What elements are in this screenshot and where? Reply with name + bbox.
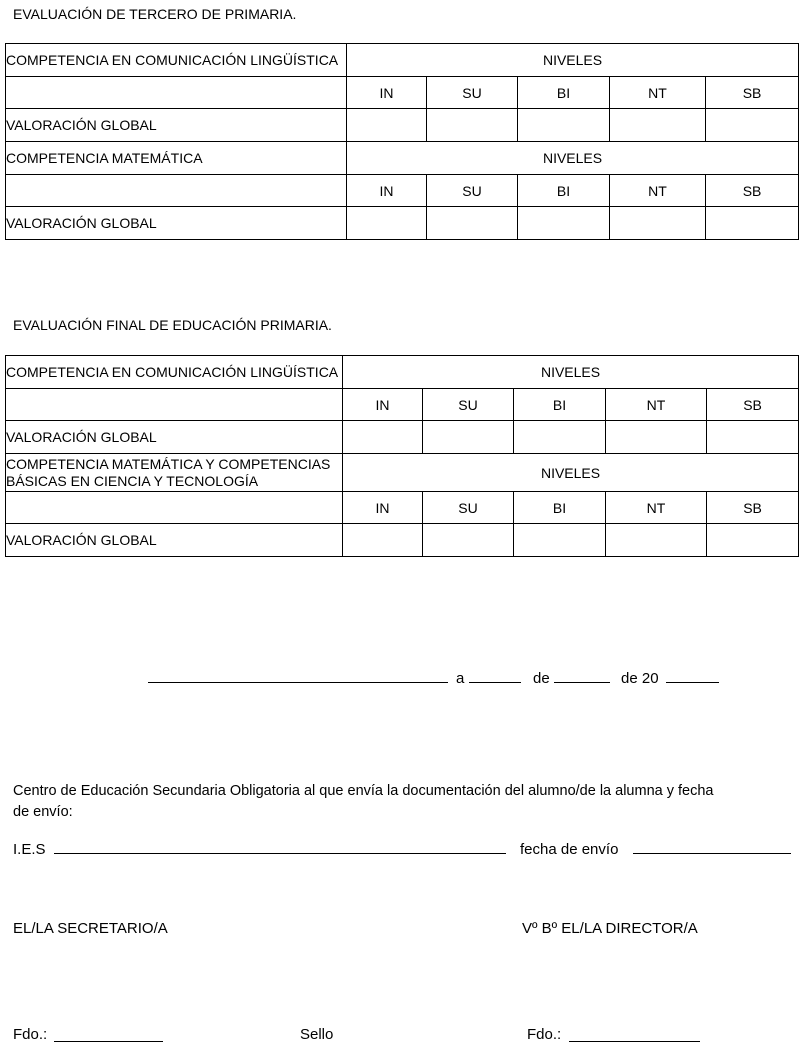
level-nt: NT	[606, 492, 707, 524]
empty-cell	[6, 77, 347, 109]
niveles-header: NIVELES	[347, 142, 799, 175]
grade-cell-su[interactable]	[423, 524, 514, 557]
fecha-envio-line[interactable]	[633, 853, 791, 854]
empty-cell	[6, 175, 347, 207]
level-sb: SB	[707, 389, 799, 421]
level-bi: BI	[518, 175, 610, 207]
grade-cell-in[interactable]	[347, 207, 427, 240]
grade-cell-in[interactable]	[343, 524, 423, 557]
niveles-header: NIVELES	[343, 356, 799, 389]
fdo-right-label: Fdo.:	[527, 1026, 562, 1043]
grade-cell-su[interactable]	[427, 109, 518, 142]
grade-cell-bi[interactable]	[518, 109, 610, 142]
level-nt: NT	[610, 175, 706, 207]
niveles-header: NIVELES	[347, 44, 799, 77]
ies-line[interactable]	[54, 853, 506, 854]
level-nt: NT	[610, 77, 706, 109]
level-su: SU	[427, 77, 518, 109]
section-title-tercero: EVALUACIÓN DE TERCERO DE PRIMARIA.	[13, 6, 297, 22]
sello-label: Sello	[300, 1026, 334, 1043]
niveles-header: NIVELES	[343, 454, 799, 492]
grade-cell-bi[interactable]	[518, 207, 610, 240]
competencia-label	[6, 454, 343, 492]
competencia-line-2: BÁSICAS EN CIENCIA Y TECNOLOGÍA	[6, 472, 259, 489]
level-bi: BI	[514, 389, 606, 421]
grade-cell-su[interactable]	[427, 207, 518, 240]
level-in: IN	[347, 77, 427, 109]
competencia-line-1: COMPETENCIA MATEMÁTICA Y COMPETENCIAS	[6, 455, 331, 472]
grade-cell-bi[interactable]	[514, 524, 606, 557]
month-line[interactable]	[554, 682, 610, 683]
level-sb: SB	[706, 175, 799, 207]
centro-text-line-1: Centro de Educación Secundaria Obligatoria al que envía la documentación del alumno/de la alumna y fecha	[13, 783, 714, 799]
level-in: IN	[343, 492, 423, 524]
place-line[interactable]	[148, 682, 448, 683]
empty-cell	[6, 492, 343, 524]
ies-label: I.E.S	[13, 841, 46, 858]
grade-cell-sb[interactable]	[707, 421, 799, 454]
competencia-label: COMPETENCIA EN COMUNICACIÓN LINGÜÍSTICA	[6, 356, 343, 389]
grade-cell-bi[interactable]	[514, 421, 606, 454]
grade-cell-in[interactable]	[347, 109, 427, 142]
fdo-right-line[interactable]	[569, 1041, 700, 1042]
grade-cell-sb[interactable]	[706, 207, 799, 240]
level-nt: NT	[606, 389, 707, 421]
level-in: IN	[347, 175, 427, 207]
grade-cell-in[interactable]	[343, 421, 423, 454]
valoracion-global-label: VALORACIÓN GLOBAL	[6, 421, 343, 454]
valoracion-global-label: VALORACIÓN GLOBAL	[6, 207, 347, 240]
date-year-label: de 20	[621, 670, 659, 687]
centro-text-line-2: de envío:	[13, 804, 73, 820]
secretario-label: EL/LA SECRETARIO/A	[13, 920, 168, 937]
level-sb: SB	[707, 492, 799, 524]
day-line[interactable]	[469, 682, 521, 683]
fecha-envio-label: fecha de envío	[520, 841, 619, 858]
valoracion-global-label: VALORACIÓN GLOBAL	[6, 109, 347, 142]
table-tercero	[5, 43, 799, 240]
grade-cell-nt[interactable]	[610, 207, 706, 240]
competencia-label: COMPETENCIA MATEMÁTICA	[6, 142, 347, 175]
fdo-left-line[interactable]	[54, 1041, 163, 1042]
level-su: SU	[423, 492, 514, 524]
grade-cell-su[interactable]	[423, 421, 514, 454]
level-su: SU	[423, 389, 514, 421]
fdo-left-label: Fdo.:	[13, 1026, 48, 1043]
date-a-label: a	[456, 670, 465, 687]
year-line[interactable]	[666, 682, 719, 683]
director-label: Vº Bº EL/LA DIRECTOR/A	[522, 920, 698, 937]
valoracion-global-label: VALORACIÓN GLOBAL	[6, 524, 343, 557]
grade-cell-nt[interactable]	[610, 109, 706, 142]
grade-cell-sb[interactable]	[706, 109, 799, 142]
grade-cell-nt[interactable]	[606, 421, 707, 454]
grade-cell-sb[interactable]	[707, 524, 799, 557]
competencia-label: COMPETENCIA EN COMUNICACIÓN LINGÜÍSTICA	[6, 44, 347, 77]
grade-cell-nt[interactable]	[606, 524, 707, 557]
level-sb: SB	[706, 77, 799, 109]
date-de-label: de	[533, 670, 550, 687]
level-in: IN	[343, 389, 423, 421]
level-bi: BI	[518, 77, 610, 109]
empty-cell	[6, 389, 343, 421]
table-final	[5, 355, 799, 557]
level-su: SU	[427, 175, 518, 207]
level-bi: BI	[514, 492, 606, 524]
section-title-final: EVALUACIÓN FINAL DE EDUCACIÓN PRIMARIA.	[13, 317, 332, 333]
